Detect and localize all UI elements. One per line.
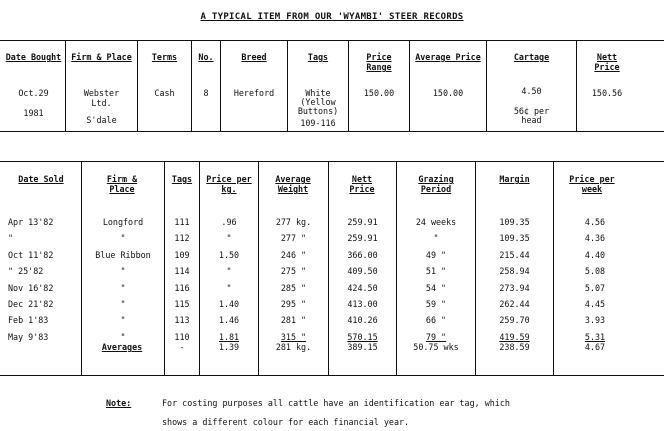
averages-grazing: 50.75 wks: [413, 342, 459, 352]
purchase-header-tags: Tags: [307, 52, 329, 62]
sales-header-margin: Margin: [499, 174, 530, 184]
sales-grazing-cell: 51 ": [425, 266, 447, 277]
sales-price-cell: ": [226, 266, 232, 277]
sales-nett-cell: 366.00: [347, 249, 378, 260]
sales-header-firm: Firm & Place: [106, 174, 138, 194]
sales-margin-cell: 258.94: [499, 266, 530, 277]
sales-firm-cell: ": [120, 331, 126, 342]
sales-nett-cell: 409.50: [347, 266, 378, 277]
sales-firm-cell: ": [120, 299, 126, 309]
sales-weight-cell: 315 ": [280, 331, 307, 342]
sales-tag-cell: 115: [174, 299, 190, 309]
purchase-no: 8: [203, 88, 209, 98]
sales-price-cell: .96: [221, 217, 237, 227]
sales-nett-cell: 413.00: [347, 299, 378, 309]
sales-firm-cell: ": [120, 233, 126, 244]
purchase-average-price: 150.00: [432, 88, 464, 98]
averages-price: 1.39: [218, 342, 240, 352]
purchase-tags-line2: (Yellow: [300, 97, 336, 107]
purchase-header-terms: Terms: [151, 52, 178, 62]
sales-date-cell: May 9'83: [8, 331, 49, 342]
sales-nett-cell: 259.91: [347, 233, 378, 244]
sales-weight-cell: 285 ": [280, 282, 307, 293]
purchase-header-price-range: Price Range: [366, 52, 392, 72]
averages-weight: 281 kg.: [275, 342, 312, 352]
purchase-date-line2: 1981: [23, 108, 44, 118]
purchase-header-date-bought: Date Bought: [5, 52, 62, 62]
sales-weight-cell: 275 ": [280, 266, 307, 277]
sales-week-cell: 4.36: [584, 233, 606, 244]
sales-weight-cell: 295 ": [280, 299, 307, 309]
sales-grazing-cell: 79 ": [425, 331, 447, 342]
sales-weight-cell: 281 ": [280, 315, 307, 326]
purchase-firm-line3: S'dale: [86, 115, 117, 125]
sales-firm-cell: ": [120, 315, 126, 326]
sales-header-price-per-week: Price per week: [569, 174, 615, 194]
sales-week-cell: 5.08: [584, 266, 606, 277]
sales-tag-cell: 113: [174, 315, 190, 326]
purchase-cartage-line2: 56¢ per: [513, 106, 550, 116]
sales-grazing-cell: 49 ": [425, 249, 447, 260]
sales-header-nett-price: Nett Price: [349, 174, 375, 194]
sales-margin-cell: 259.70: [499, 315, 530, 326]
purchase-header-average-price: Average Price: [415, 52, 481, 62]
sales-week-cell: 4.40: [584, 249, 606, 260]
sales-weight-cell: 277 kg.: [275, 217, 312, 227]
sales-firm-cell: ": [120, 282, 126, 293]
sales-tag-cell: 110: [174, 331, 190, 342]
sales-tag-cell: 111: [174, 217, 190, 227]
sales-price-cell: 1.81: [218, 331, 240, 342]
note-label: Note:: [106, 398, 132, 408]
sales-price-cell: 1.50: [218, 249, 240, 260]
purchase-header-cartage: Cartage: [513, 52, 550, 62]
sales-header-tags: Tags: [171, 174, 193, 184]
sales-grazing-cell: 24 weeks: [415, 217, 457, 227]
sales-tag-cell: 116: [174, 282, 190, 293]
sales-header-grazing-period: Grazing Period: [418, 174, 454, 194]
purchase-tags-line3: Buttons): [297, 106, 339, 116]
averages-week: 4.67: [584, 342, 606, 352]
purchase-header-breed: Breed: [241, 52, 267, 62]
purchase-terms: Cash: [154, 88, 175, 98]
purchase-cartage-line1: 4.50: [521, 86, 542, 96]
purchase-header-firm: Firm & Place: [71, 52, 132, 62]
sales-date-cell: " 25'82: [8, 266, 44, 277]
sales-price-cell: ": [226, 282, 232, 293]
purchase-tags-line4: 109-116: [300, 118, 336, 128]
purchase-breed: Hereford: [233, 88, 275, 98]
sales-date-cell: Dec 21'82: [8, 299, 54, 309]
averages-tag: -: [179, 342, 185, 352]
sales-date-cell: Apr 13'82: [8, 217, 54, 227]
purchase-date-line1: Oct.29: [18, 88, 49, 98]
sales-week-cell: 5.07: [584, 282, 606, 293]
page-title: A TYPICAL ITEM FROM OUR 'WYAMBI' STEER RECORDS: [200, 12, 464, 22]
sales-weight-cell: 246 ": [280, 249, 307, 260]
sales-grazing-cell: ": [433, 233, 439, 244]
purchase-nett-price: 150.56: [591, 88, 623, 98]
sales-tag-cell: 112: [174, 233, 190, 244]
purchase-header-nett-price: Nett Price: [594, 52, 620, 72]
averages-label: Averages: [101, 342, 143, 352]
sales-firm-cell: Longford: [102, 217, 144, 227]
purchase-price-range: 150.00: [363, 88, 395, 98]
sales-margin-cell: 419.59: [499, 331, 530, 342]
sales-firm-cell: ": [120, 266, 126, 277]
sales-nett-cell: 570.15: [347, 331, 378, 342]
sales-tag-cell: 114: [174, 266, 190, 277]
purchase-header-no: No.: [198, 52, 214, 62]
sales-price-cell: ": [226, 233, 232, 244]
sales-header-price-per-kg: Price per kg.: [206, 174, 252, 194]
sales-firm-cell: Blue Ribbon: [95, 249, 151, 260]
sales-weight-cell: 277 ": [280, 233, 307, 244]
sales-nett-cell: 259.91: [347, 217, 378, 227]
sales-date-cell: Oct 11'82: [8, 249, 54, 260]
sales-price-cell: 1.46: [218, 315, 240, 326]
sales-margin-cell: 109.35: [499, 233, 530, 244]
sales-price-cell: 1.40: [218, 299, 240, 309]
sales-margin-cell: 109.35: [499, 217, 530, 227]
averages-margin: 238.59: [499, 342, 530, 352]
averages-nett: 389.15: [347, 342, 378, 352]
sales-date-cell: ": [8, 233, 14, 244]
purchase-firm-line2: Ltd.: [91, 98, 112, 108]
sales-margin-cell: 262.44: [499, 299, 530, 309]
sales-grazing-cell: 59 ": [425, 299, 447, 309]
sales-week-cell: 4.56: [584, 217, 606, 227]
sales-margin-cell: 215.44: [499, 249, 530, 260]
sales-header-date-sold: Date Sold: [18, 174, 64, 184]
sales-grazing-cell: 66 ": [425, 315, 447, 326]
sales-date-cell: Nov 16'82: [8, 282, 54, 293]
note-line2: shows a different colour for each financial year.: [162, 417, 410, 427]
purchase-cartage-line3: head: [521, 115, 542, 125]
sales-tag-cell: 109: [174, 249, 190, 260]
sales-margin-cell: 273.94: [499, 282, 530, 293]
sales-date-cell: Feb 1'83: [8, 315, 49, 326]
note-line1: For costing purposes all cattle have an identification ear tag, which: [162, 398, 510, 408]
sales-week-cell: 3.93: [584, 315, 606, 326]
sales-week-cell: 4.45: [584, 299, 606, 309]
sales-grazing-cell: 54 ": [425, 282, 447, 293]
sales-nett-cell: 424.50: [347, 282, 378, 293]
sales-week-cell: 5.31: [584, 331, 606, 342]
purchase-firm-line1: Webster: [83, 88, 120, 98]
sales-nett-cell: 410.26: [347, 315, 378, 326]
sales-header-average-weight: Average Weight: [275, 174, 311, 194]
purchase-tags-line1: White: [305, 88, 331, 98]
